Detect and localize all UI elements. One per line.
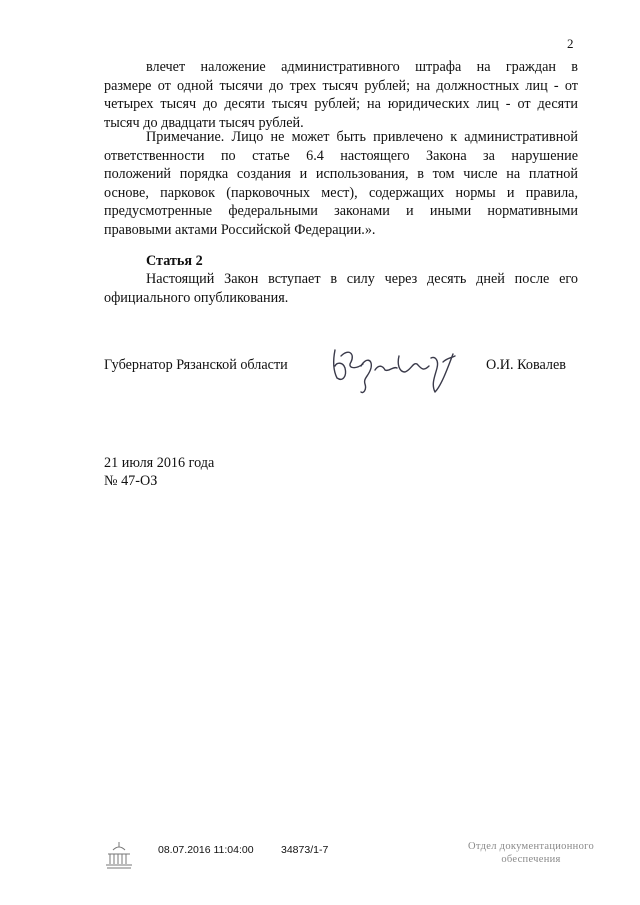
- paragraph-effective: [104, 270, 578, 307]
- text-line: четырех тысяч до десяти тысяч рублей; на юридических лиц - от десяти: [104, 96, 578, 113]
- signatory-title: Губернатор Рязанской области: [104, 357, 288, 373]
- building-emblem-icon: [104, 840, 134, 872]
- text-line: предусмотренные федеральными законами и иными нормативными: [104, 203, 578, 220]
- article-title: Статья 2: [146, 253, 203, 269]
- text-line: размере от одной тысячи до трех тысяч рублей; на должностных лиц - от: [104, 77, 578, 94]
- text-line: правовыми актами Российской Федерации.».: [104, 221, 376, 238]
- text-line: положений порядка создания и использования, в том числе на платной: [104, 166, 578, 183]
- text-line: основе, парковок (парковочных мест), содержащих нормы и правила,: [104, 184, 578, 201]
- text-line: Настоящий Закон вступает в силу через десять дней после его: [146, 271, 578, 287]
- text-line: официального опубликования.: [104, 289, 289, 306]
- stamp-line: обеспечения: [501, 854, 561, 865]
- footer: [104, 840, 604, 880]
- text-line: Примечание. Лицо не может быть привлечено к административной: [146, 129, 578, 145]
- paragraph-penalties: [104, 58, 578, 132]
- text-line: тысяч до двадцати тысяч рублей.: [104, 114, 304, 131]
- date-block: [104, 454, 214, 490]
- law-number: № 47-ОЗ: [104, 473, 158, 489]
- footer-timestamp: 08.07.2016 11:04:00: [158, 844, 254, 856]
- stamp-line: Отдел документационного: [467, 841, 595, 852]
- footer-registration: 34873/1-7: [281, 844, 329, 856]
- page-number: 2: [567, 36, 574, 51]
- signing-date: 21 июля 2016 года: [104, 455, 215, 471]
- department-stamp: [456, 840, 606, 866]
- text-line: ответственности по статье 6.4 настоящего Закона за нарушение: [104, 147, 578, 164]
- signatory-name: О.И. Ковалев: [486, 357, 566, 373]
- text-line: влечет наложение административного штрафа на граждан в: [146, 59, 578, 75]
- handwritten-signature-icon: [325, 336, 475, 396]
- paragraph-note: [104, 128, 578, 240]
